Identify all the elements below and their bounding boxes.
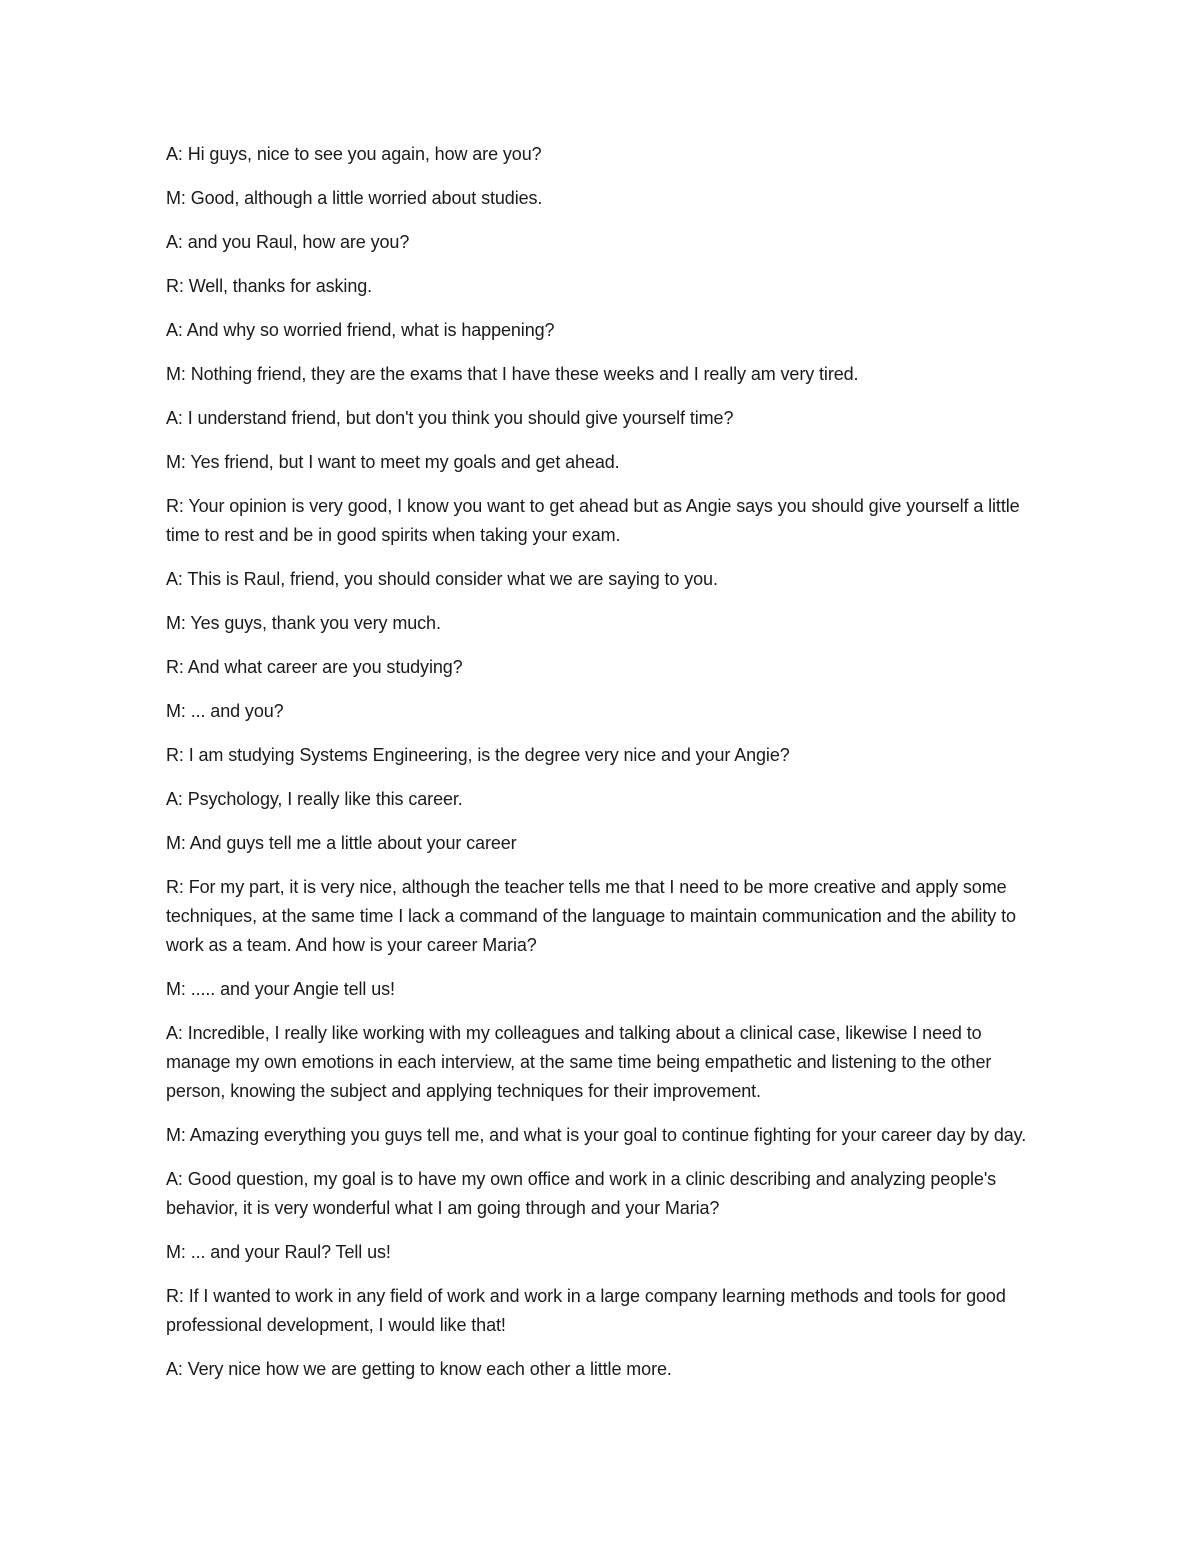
dialogue-line: M: ..... and your Angie tell us! [166, 979, 395, 999]
dialogue-line: A: I understand friend, but don't you think you should give yourself time? [166, 408, 734, 428]
dialogue-line: A: Good question, my goal is to have my own office and work in a clinic describing and analyzing people's behavior, it is very wonderful what I am going through and your Maria? [166, 1169, 997, 1218]
dialogue-line: R: Your opinion is very good, I know you want to get ahead but as Angie says you should give yourself a little time to rest and be in good spirits when taking your exam. [166, 496, 1020, 545]
dialogue-line: M: Nothing friend, they are the exams that I have these weeks and I really am very tired. [166, 364, 859, 384]
dialogue-line: R: If I wanted to work in any field of work and work in a large company learning methods and tools for good professional development, I would like that! [166, 1286, 1006, 1335]
dialogue-transcript [166, 140, 1046, 1399]
dialogue-line: A: Psychology, I really like this career. [166, 789, 463, 809]
dialogue-line: A: and you Raul, how are you? [166, 232, 410, 252]
dialogue-line: M: And guys tell me a little about your career [166, 833, 517, 853]
dialogue-line: M: ... and your Raul? Tell us! [166, 1242, 391, 1262]
dialogue-line: A: Hi guys, nice to see you again, how are you? [166, 144, 542, 164]
dialogue-line: M: ... and you? [166, 701, 284, 721]
dialogue-line: M: Yes friend, but I want to meet my goals and get ahead. [166, 452, 620, 472]
dialogue-line: M: Good, although a little worried about studies. [166, 188, 543, 208]
dialogue-line: A: And why so worried friend, what is happening? [166, 320, 555, 340]
dialogue-line: R: I am studying Systems Engineering, is the degree very nice and your Angie? [166, 745, 790, 765]
dialogue-line: R: And what career are you studying? [166, 657, 463, 677]
dialogue-line: M: Amazing everything you guys tell me, and what is your goal to continue fighting for your career day by day. [166, 1125, 1027, 1145]
dialogue-line: R: For my part, it is very nice, although the teacher tells me that I need to be more creative and apply some techniques, at the same time I lack a command of the language to maintain communication and the ability to work as a team. And how is your career Maria? [166, 877, 1016, 955]
dialogue-line: A: Incredible, I really like working with my colleagues and talking about a clinical case, likewise I need to manage my own emotions in each interview, at the same time being empathetic and listening to the other person, knowing the subject and applying techniques for their improvement. [166, 1023, 992, 1101]
dialogue-line: A: Very nice how we are getting to know each other a little more. [166, 1359, 672, 1379]
dialogue-line: M: Yes guys, thank you very much. [166, 613, 441, 633]
dialogue-line: A: This is Raul, friend, you should consider what we are saying to you. [166, 569, 718, 589]
dialogue-line: R: Well, thanks for asking. [166, 276, 373, 296]
